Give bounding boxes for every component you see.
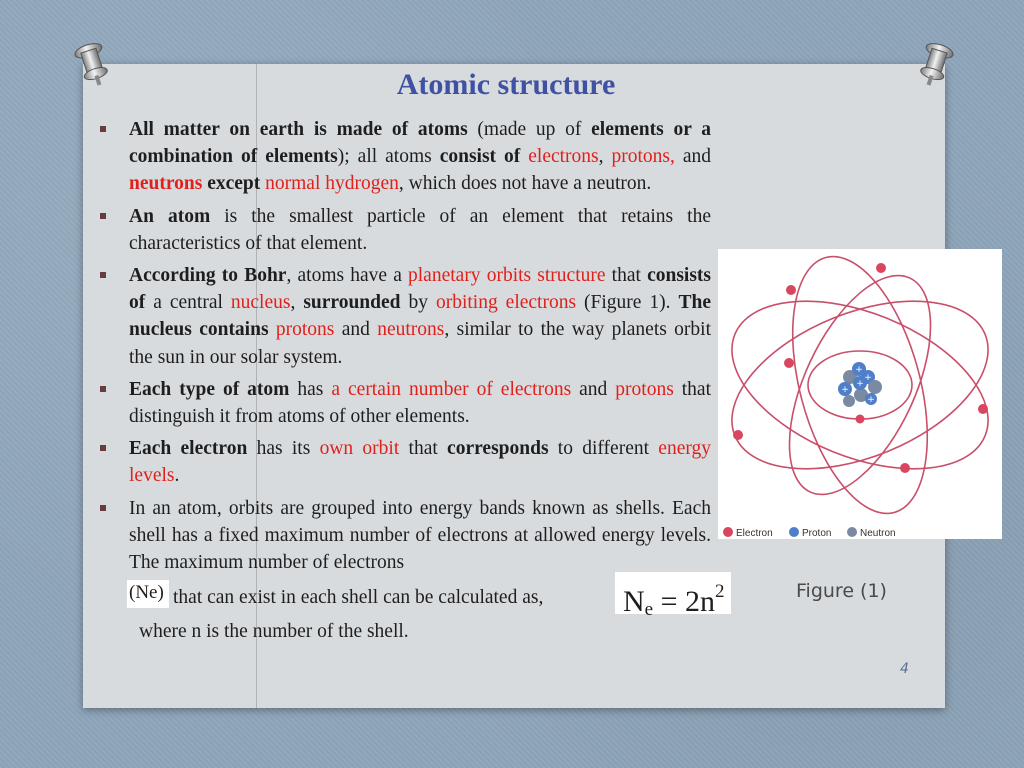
text-segment: protons, [611, 146, 675, 168]
svg-text:Electron: Electron [736, 528, 773, 539]
text-segment: elements or a combination of elements [129, 119, 711, 168]
text-segment: In an atom, orbits are grouped into energy bands known as shells. Each shell has a fixed maximum number of electrons at allowed energy levels. The maximum number of electrons [129, 497, 711, 574]
text-segment: Each electron [129, 438, 248, 460]
text-segment: normal hydrogen [265, 173, 399, 195]
text-segment: and [674, 146, 712, 168]
text-segment: neutrons [129, 173, 203, 195]
text-segment: and [334, 319, 378, 341]
text-segment: neutrons [377, 319, 445, 341]
text-segment: , atoms have a [286, 265, 409, 287]
text-segment: All matter on earth is made of atoms [129, 119, 468, 140]
text-segment: has its [247, 438, 320, 460]
text-segment: that [399, 438, 448, 460]
bullet-square-icon [100, 272, 106, 278]
svg-text:+: + [867, 395, 875, 405]
bullet-square-icon [100, 505, 106, 511]
slide-title: Atomic structure [396, 68, 616, 101]
text-segment: to different [548, 438, 659, 460]
ne-symbol: (Ne) [127, 580, 169, 608]
text-segment: by [400, 292, 436, 314]
pushpin-icon [912, 38, 959, 92]
bullet-square-icon [100, 445, 106, 451]
text-segment: nucleus [230, 292, 291, 314]
svg-text:Proton: Proton [802, 528, 832, 539]
svg-text:+: + [841, 385, 849, 395]
svg-text:+: + [855, 365, 863, 375]
shell-equation: $N_e = 2n^2$ [615, 572, 731, 614]
text-segment: a central [145, 292, 231, 314]
text-segment: electrons [528, 146, 599, 168]
text-segment: An atom [129, 205, 211, 227]
text-segment: and [571, 378, 616, 400]
nucleus [838, 362, 882, 407]
bullet-item [97, 262, 711, 371]
text-segment: According to Bohr [129, 265, 287, 287]
text-segment: has [289, 378, 332, 400]
text-segment: (Figure 1). [576, 292, 679, 314]
bullet-item [97, 435, 711, 489]
slide-content [97, 116, 725, 645]
text-segment: is the smallest particle of an element that retains the characteristics of that element. [129, 205, 711, 254]
bullet-text [129, 498, 711, 573]
figure-caption: Figure (1) [796, 580, 887, 602]
text-segment: , [290, 292, 304, 314]
text-segment: energy levels [129, 438, 711, 487]
equation-description: that can exist in each shell can be calculated as, [173, 587, 544, 609]
text-segment: consists of [129, 265, 712, 314]
text-segment: a certain number of electrons [331, 378, 572, 400]
bullet-text [129, 119, 711, 194]
page-number: 4 [900, 661, 909, 677]
text-segment: that distinguish it from atoms of other elements. [129, 378, 711, 428]
text-segment: consist of [439, 146, 521, 168]
text-segment: except [207, 173, 261, 195]
text-segment: ); all atoms [337, 146, 440, 168]
text-segment: , which does not have a neutron. [398, 173, 652, 195]
text-segment: that [605, 265, 648, 287]
text-segment: . [174, 465, 180, 487]
bullet-text [129, 379, 711, 427]
bullet-text [129, 438, 711, 486]
text-segment: own orbit [319, 438, 400, 460]
bullet-item [97, 495, 711, 577]
atom-diagram [718, 249, 1002, 539]
bullet-square-icon [100, 126, 106, 132]
shell-note: where n is the number of the shell. [139, 621, 409, 643]
text-segment: planetary orbits structure [408, 265, 606, 287]
text-segment: orbiting electrons [435, 292, 577, 314]
text-segment: Each type of atom [129, 378, 290, 400]
text-segment: protons [275, 319, 335, 341]
svg-text:+: + [856, 379, 864, 389]
text-segment: surrounded [303, 292, 401, 314]
text-segment: , [598, 146, 612, 168]
bullet-item [97, 116, 711, 198]
svg-text:Neutron: Neutron [860, 528, 896, 539]
text-segment [269, 319, 276, 340]
bullet-square-icon [100, 386, 106, 392]
bullet-square-icon [100, 213, 106, 219]
svg-text:+: + [864, 373, 872, 383]
text-segment: corresponds [447, 438, 549, 460]
text-segment: , similar to the way planets orbit the sun in our solar system. [129, 319, 712, 368]
text-segment: protons [615, 378, 674, 400]
text-segment: (made up of [467, 119, 592, 140]
text-segment: The nucleus contains [129, 292, 712, 341]
bullet-text [129, 265, 711, 368]
equation-line [97, 580, 725, 621]
legend [723, 527, 896, 539]
bullet-text [129, 206, 711, 254]
bullet-item [97, 376, 711, 430]
bullet-item [97, 203, 711, 257]
